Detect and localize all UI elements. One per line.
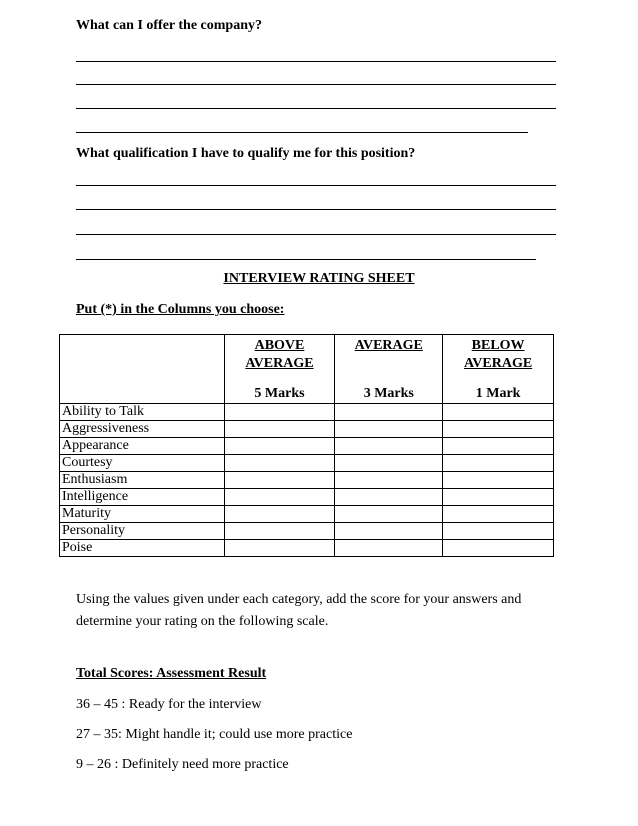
header-label: ABOVE xyxy=(254,338,305,353)
table-row xyxy=(60,455,554,472)
rating-cell[interactable] xyxy=(443,523,554,540)
rating-cell[interactable] xyxy=(224,455,335,472)
rating-cell[interactable] xyxy=(335,489,443,506)
rating-cell[interactable] xyxy=(224,404,335,421)
answer-line[interactable] xyxy=(76,84,556,85)
row-label: Poise xyxy=(60,540,225,557)
header-label: AVERAGE xyxy=(463,356,533,371)
row-label: Intelligence xyxy=(60,489,225,506)
header-label: AVERAGE xyxy=(245,356,314,371)
rating-cell[interactable] xyxy=(335,472,443,489)
answer-line[interactable] xyxy=(76,209,556,210)
rating-cell[interactable] xyxy=(335,506,443,523)
row-label: Aggressiveness xyxy=(60,421,225,438)
header-marks: 1 Mark xyxy=(475,386,521,401)
header-label: BELOW xyxy=(471,338,525,353)
rating-sheet-title-text: INTERVIEW RATING SHEET xyxy=(223,271,415,286)
answer-line[interactable] xyxy=(76,234,556,235)
rating-cell[interactable] xyxy=(224,523,335,540)
rating-cell[interactable] xyxy=(443,506,554,523)
rating-sheet-title xyxy=(0,271,638,287)
header-label: AVERAGE xyxy=(354,338,423,353)
row-label: Courtesy xyxy=(60,455,225,472)
table-row xyxy=(60,472,554,489)
rating-cell[interactable] xyxy=(335,455,443,472)
row-label: Enthusiasm xyxy=(60,472,225,489)
rating-cell[interactable] xyxy=(335,523,443,540)
row-label: Personality xyxy=(60,523,225,540)
rating-cell[interactable] xyxy=(335,404,443,421)
rating-cell[interactable] xyxy=(224,506,335,523)
question-offer-company: What can I offer the company? xyxy=(76,18,263,33)
rating-cell[interactable] xyxy=(224,489,335,506)
result-need-practice: 9 – 26 : Definitely need more practice xyxy=(76,757,289,772)
table-row xyxy=(60,523,554,540)
rating-cell[interactable] xyxy=(443,540,554,557)
rating-cell[interactable] xyxy=(224,438,335,455)
rating-cell[interactable] xyxy=(443,489,554,506)
rating-cell[interactable] xyxy=(443,421,554,438)
header-label xyxy=(338,355,439,373)
rating-cell[interactable] xyxy=(224,421,335,438)
header-marks: 5 Marks xyxy=(254,386,305,401)
table-row xyxy=(60,438,554,455)
table-row xyxy=(60,421,554,438)
answer-line[interactable] xyxy=(76,132,528,133)
total-scores-heading: Total Scores: Assessment Result xyxy=(76,666,267,681)
rating-table-header xyxy=(60,335,554,404)
header-blank-cell xyxy=(60,335,225,404)
header-average xyxy=(335,335,443,404)
answer-line[interactable] xyxy=(76,259,536,260)
rating-instruction: Put (*) in the Columns you choose: xyxy=(76,302,285,317)
result-might-handle: 27 – 35: Might handle it; could use more practice xyxy=(76,727,353,742)
rating-cell[interactable] xyxy=(224,472,335,489)
rating-cell[interactable] xyxy=(443,438,554,455)
answer-line[interactable] xyxy=(76,108,556,109)
answer-line[interactable] xyxy=(76,185,556,186)
rating-cell[interactable] xyxy=(335,421,443,438)
rating-cell[interactable] xyxy=(335,540,443,557)
rating-cell[interactable] xyxy=(443,404,554,421)
header-marks: 3 Marks xyxy=(363,386,414,401)
table-row xyxy=(60,404,554,421)
scoring-instructions: Using the values given under each category, add the score for your answers and determine your rating on the following scale. xyxy=(76,592,522,629)
question-qualification: What qualification I have to qualify me for this position? xyxy=(76,146,416,161)
result-ready: 36 – 45 : Ready for the interview xyxy=(76,697,262,712)
table-row xyxy=(60,489,554,506)
rating-cell[interactable] xyxy=(443,455,554,472)
row-label: Ability to Talk xyxy=(60,404,225,421)
row-label: Appearance xyxy=(60,438,225,455)
answer-line[interactable] xyxy=(76,61,556,62)
row-label: Maturity xyxy=(60,506,225,523)
rating-cell[interactable] xyxy=(443,472,554,489)
table-row xyxy=(60,540,554,557)
header-above-average xyxy=(224,335,335,404)
table-row xyxy=(60,506,554,523)
rating-cell[interactable] xyxy=(224,540,335,557)
rating-table xyxy=(59,334,554,557)
rating-cell[interactable] xyxy=(335,438,443,455)
header-below-average xyxy=(443,335,554,404)
